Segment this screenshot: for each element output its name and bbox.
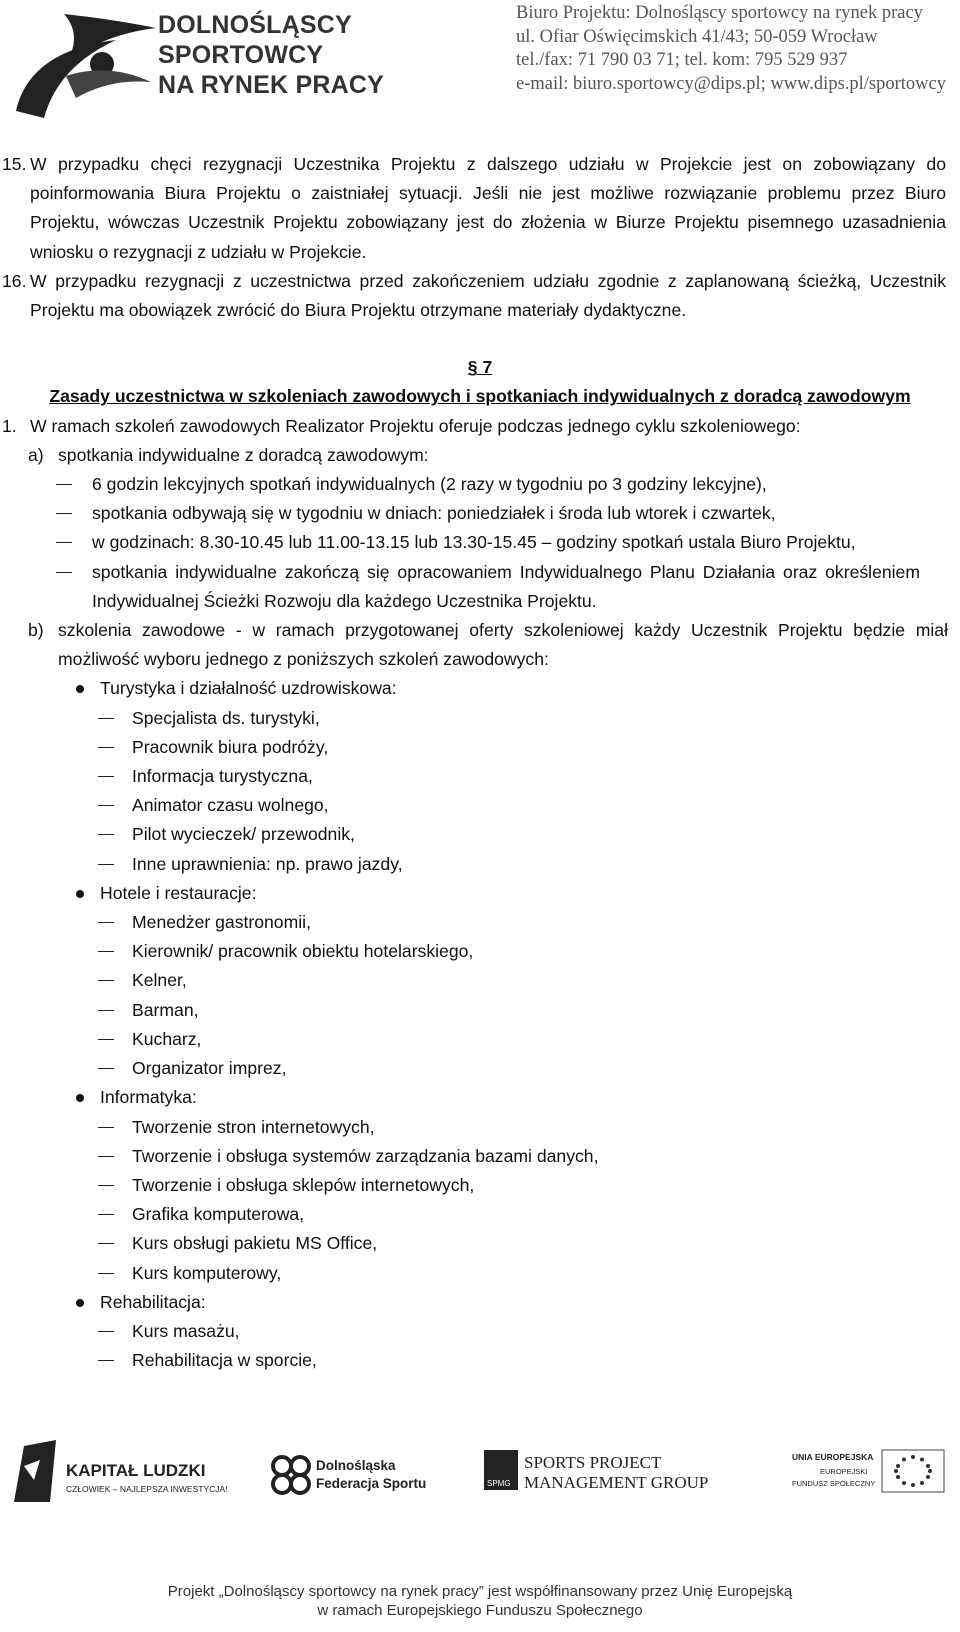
- list-item: Informacja turystyczna,: [0, 762, 832, 791]
- list-item: Animator czasu wolnego,: [0, 791, 832, 820]
- svg-text:UNIA EUROPEJSKA: UNIA EUROPEJSKA: [792, 1452, 874, 1462]
- training-group: Informatyka: Tworzenie stron internetowych, Tworzenie i obsługa systemów zarządzania bazami danych, Tworzenie i obsługa sklepów internetowych, Grafika komputerowa, Kurs obsługi pakietu MS Office, Kurs komputerowy,: [0, 1083, 960, 1287]
- section-mark: § 7: [467, 357, 493, 378]
- list-item: Tworzenie i obsługa sklepów internetowych,: [0, 1171, 832, 1200]
- bullet-icon: [76, 1299, 84, 1307]
- list-item: Pracownik biura podróży,: [0, 733, 832, 762]
- svg-text:EUROPEJSKI: EUROPEJSKI: [820, 1467, 868, 1476]
- list-item: Kurs masażu,: [0, 1317, 832, 1346]
- logo-wordmark: DOLNOŚLĄSCY SPORTOWCY NA RYNEK PRACY: [158, 11, 384, 99]
- list-item: Grafika komputerowa,: [0, 1200, 832, 1229]
- svg-text:SPMG: SPMG: [487, 1479, 511, 1488]
- spmg-emblem-icon: [484, 1446, 724, 1496]
- footer-note: Projekt „Dolnośląscy sportowcy na rynek pracy” jest współfinansowany przez Unię Europejską w ramach Europejskiego Funduszu Społecznego: [167, 1583, 793, 1619]
- svg-text:KAPITAŁ LUDZKI: KAPITAŁ LUDZKI: [66, 1461, 206, 1480]
- bullet-icon: [76, 685, 84, 693]
- svg-text:MANAGEMENT GROUP: MANAGEMENT GROUP: [524, 1473, 709, 1492]
- list-item: Kurs obsługi pakietu MS Office,: [0, 1229, 832, 1258]
- list-item: spotkania indywidualne zakończą się opracowaniem Indywidualnego Planu Działania oraz określeniem Indywidualnej Ścieżki Rozwoju dla każdego Uczestnika Projektu.: [0, 558, 920, 616]
- list-item: 6 godzin lekcyjnych spotkań indywidualnych (2 razy w tygodniu po 3 godziny lekcyjne),: [0, 470, 920, 499]
- list-item: w godzinach: 8.30-10.45 lub 11.00-13.15 lub 13.30-15.45 – godziny spotkań ustala Biuro Projektu,: [0, 528, 920, 557]
- training-group: Rehabilitacja: Kurs masażu, Rehabilitacja w sporcie,: [0, 1288, 960, 1376]
- document-body: [0, 150, 960, 1375]
- eu-logo: [790, 1446, 950, 1496]
- list-item: Menedżer gastronomii,: [0, 908, 832, 937]
- list-item: Kelner,: [0, 966, 832, 995]
- list-item: Barman,: [0, 996, 832, 1025]
- section-heading: [0, 353, 960, 411]
- list-item: Specjalista ds. turystyki,: [0, 704, 832, 733]
- dfs-logo: [270, 1444, 427, 1504]
- list-item: Inne uprawnienia: np. prawo jazdy,: [0, 850, 832, 879]
- list-item: Kucharz,: [0, 1025, 832, 1054]
- training-groups: [0, 674, 960, 1375]
- paragraph-15: 15. W przypadku chęci rezygnacji Uczestnika Projektu z dalszego udziału w Projekcie jest on zobowiązany do poinformowania Biura Projektu o zaistniałej sytuacji. Jeśli nie jest możliwe rozwiązanie problemu przez Biuro Projektu, wówczas Uczestnik Projektu zobowiązany jest do złożenia w Biurze Projektu pisemnego uzasadnienia wniosku o rezygnacji z udziału w Projekcie.: [2, 154, 946, 262]
- bullet-icon: [76, 890, 84, 898]
- contact-info: [516, 2, 946, 96]
- list-item: Pilot wycieczek/ przewodnik,: [0, 820, 832, 849]
- runner-swoosh-icon: [6, 6, 166, 126]
- spmg-logo: [484, 1446, 724, 1496]
- svg-text:Federacja Sportu: Federacja Sportu: [316, 1476, 427, 1491]
- item-b: b) szkolenia zawodowe - w ramach przygotowanej oferty szkoleniowej każdy Uczestnik Projektu będzie miał możliwość wyboru jednego z poniższych szkoleń zawodowych:: [28, 620, 948, 670]
- list-item: Tworzenie i obsługa systemów zarządzania bazami danych,: [0, 1142, 832, 1171]
- list-item: Tworzenie stron internetowych,: [0, 1113, 832, 1142]
- contact-line[interactable]: e-mail: biuro.sportowcy@dips.pl; www.dips.pl/sportowcy: [516, 73, 946, 94]
- item-a-list: [0, 470, 960, 616]
- kapital-ludzki-emblem-icon: [10, 1436, 228, 1506]
- page-header: [0, 0, 960, 130]
- item-a: a) spotkania indywidualne z doradcą zawodowym:: [28, 444, 429, 465]
- eu-flag-icon: [790, 1446, 950, 1496]
- kapital-ludzki-logo: [10, 1436, 228, 1506]
- svg-text:Dolnośląska: Dolnośląska: [316, 1458, 396, 1473]
- project-logo: [6, 6, 384, 126]
- bullet-icon: [76, 1094, 84, 1102]
- item-1: 1. W ramach szkoleń zawodowych Realizator Projektu oferuje podczas jednego cyklu szkoleniowego:: [2, 415, 801, 436]
- contact-line: tel./fax: 71 790 03 71; tel. kom: 795 529 937: [516, 50, 848, 70]
- svg-text:FUNDUSZ SPOŁECZNY: FUNDUSZ SPOŁECZNY: [792, 1479, 876, 1488]
- list-item: spotkania odbywają się w tygodniu w dniach: poniedziałek i środa lub wtorek i czwartek,: [0, 499, 920, 528]
- list-item: Kurs komputerowy,: [0, 1259, 832, 1288]
- dfs-emblem-icon: [270, 1444, 427, 1504]
- training-group: Turystyka i działalność uzdrowiskowa: Specjalista ds. turystyki, Pracownik biura podróży, Informacja turystyczna, Animator czasu wolnego, Pilot wycieczek/ przewodnik, Inne uprawnienia: np. prawo jazdy,: [0, 674, 960, 878]
- paragraph-16: 16. W przypadku rezygnacji z uczestnictwa przed zakończeniem udziału zgodnie z zaplanowaną ścieżką, Uczestnik Projektu ma obowiązek zwrócić do Biura Projektu otrzymane materiały dydaktyczne.: [2, 270, 946, 321]
- contact-line: Biuro Projektu: Dolnośląscy sportowcy na rynek pracy: [516, 3, 923, 23]
- list-item: Kierownik/ pracownik obiektu hotelarskiego,: [0, 937, 832, 966]
- svg-text:CZŁOWIEK – NAJLEPSZA INWESTYCJ: CZŁOWIEK – NAJLEPSZA INWESTYCJA!: [66, 1484, 228, 1494]
- list-item: Organizator imprez,: [0, 1054, 832, 1083]
- training-group: Hotele i restauracje: Menedżer gastronomii, Kierownik/ pracownik obiektu hotelarskiego, Kelner, Barman, Kucharz, Organizator imprez,: [0, 879, 960, 1083]
- svg-text:SPORTS PROJECT: SPORTS PROJECT: [524, 1453, 662, 1472]
- contact-line: ul. Ofiar Oświęcimskich 41/43; 50-059 Wrocław: [516, 26, 878, 47]
- list-item: Rehabilitacja w sporcie,: [0, 1346, 832, 1375]
- section-title: Zasady uczestnictwa w szkoleniach zawodowych i spotkaniach indywidualnych z doradcą zawodowym: [49, 386, 911, 407]
- page-footer: [0, 1430, 960, 1632]
